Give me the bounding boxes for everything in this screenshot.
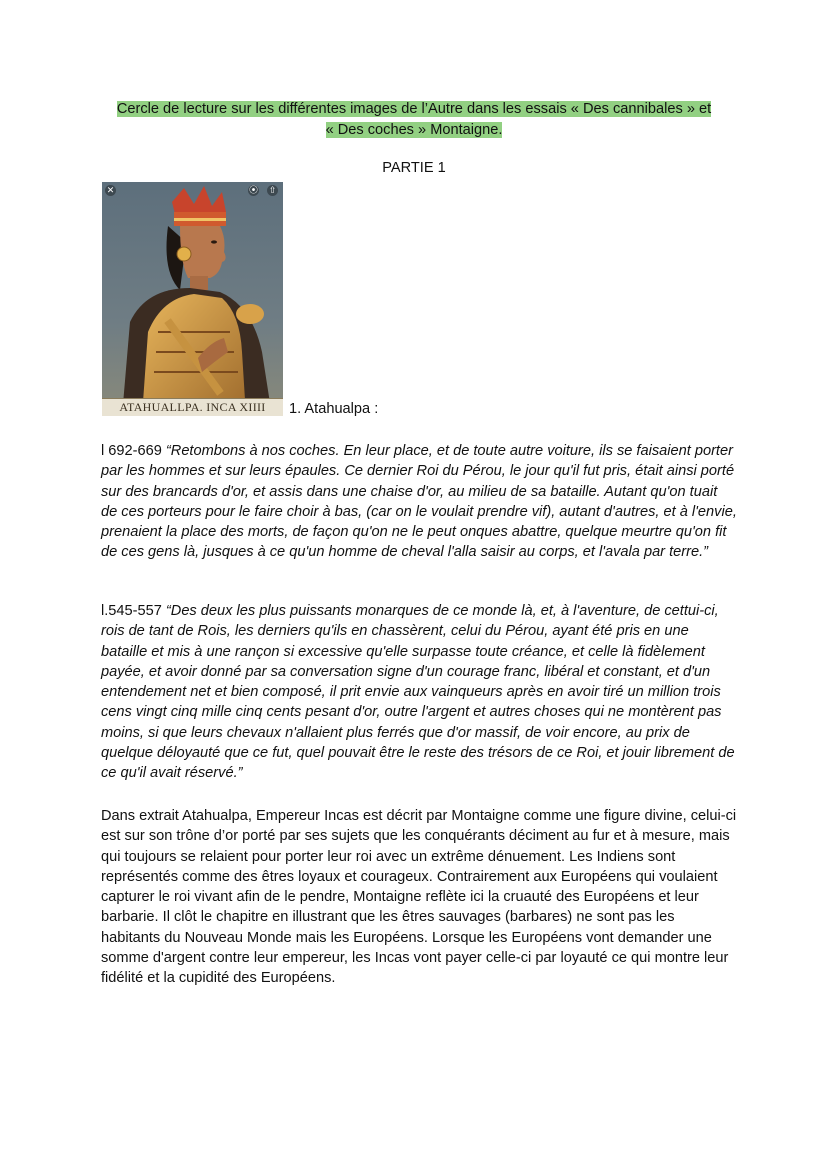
atahualpa-portrait[interactable]: [102, 182, 283, 416]
quote-paragraph-2: [101, 601, 737, 784]
close-icon[interactable]: ✕: [106, 185, 115, 195]
portrait-caption: ATAHUALLPA. INCA XIIII: [102, 398, 283, 416]
part-heading: PARTIE 1: [382, 160, 446, 176]
figure-label: 1. Atahualpa :: [289, 401, 379, 417]
quote-1-reference: l 692-669: [101, 443, 162, 459]
title-line-1: Cercle de lecture sur les différentes images de l’Autre dans les essais « Des cannibales » et: [116, 101, 712, 117]
document-title: [96, 99, 732, 141]
focus-icon[interactable]: ⦿: [248, 185, 258, 195]
commentary-paragraph: Dans extrait Atahualpa, Empereur Incas est décrit par Montaigne comme une figure divine, celui-ci est sur son trône d’or porté par ses sujets que les conquérants déciment au fur et à mesure, mais qui toujours se relaient pour porter leur roi avec un extrême dénuement. Les Indiens sont représentés comme des êtres loyaux et courageux. Contrairement aux Européens qui voulaient capturer le roi vivant afin de le pendre, Montaigne reflète ici la cruauté des Européens et leur barbarie. Il clôt le chapitre en illustrant que les êtres sauvages (barbares) ne sont pas les habitants du Nouveau Monde mais les Européens. Lorsque les Européens vont demander une somme d'argent contre leur empereur, les Incas vont payer celle-ci par loyauté ce qui montre leur fidélité et la cupidité des Européens.: [101, 808, 737, 987]
quote-paragraph-1: [101, 441, 737, 563]
title-line-2: « Des coches » Montaigne.: [325, 122, 503, 138]
quote-2-reference: l.545-557: [101, 603, 162, 619]
quote-1-text: “Retombons à nos coches. En leur place, et de toute autre voiture, ils se faisaient porter par les hommes et sur leurs épaules. Ce dernier Roi du Pérou, le jour qu'il fut pris, était ainsi porté sur des brancards d'or, et assis dans une chaise d'or, au milieu de sa bataille. Autant qu'on tuait de ces porteurs pour le faire choir à bas, (car on le voulait prendre vif), autant d'autres, et à l'envie, prenaient la place des morts, de façon qu'on ne le peut onques abattre, quelque meurtre qu'on fit de ces gens là, jusques à ce qu'un homme de cheval l'alla saisir au corps, et l'avala par terre.”: [101, 443, 737, 561]
share-icon[interactable]: ⇧: [268, 185, 277, 195]
quote-2-text: “Des deux les plus puissants monarques de ce monde là, et, à l'aventure, de cettui-ci, rois de tant de Rois, les derniers qu'ils en chassèrent, celui du Pérou, ayant été pris en une bataille et mis à une rançon si excessive qu'elle surpasse toute créance, et celle là fidèlement payée, et avoir donné par sa conversation signe d'un courage franc, libéral et constant, et d'un entendement net et bien composé, il prit envie aux vainqueurs après en avoir tiré un million trois cens vingt cinq mille cinq cents pesant d'or, outre l'argent et autres choses qui ne montèrent pas moins, si que leurs chevaux n'allaient plus ferrés que d'or massif, de voir encore, au prix de quelque déloyauté que ce fut, quel pouvait être le reste des trésors de ce Roi, et jouir librement de ce qu'il avait réservé.”: [101, 603, 735, 782]
portrait-painting: [102, 182, 283, 416]
